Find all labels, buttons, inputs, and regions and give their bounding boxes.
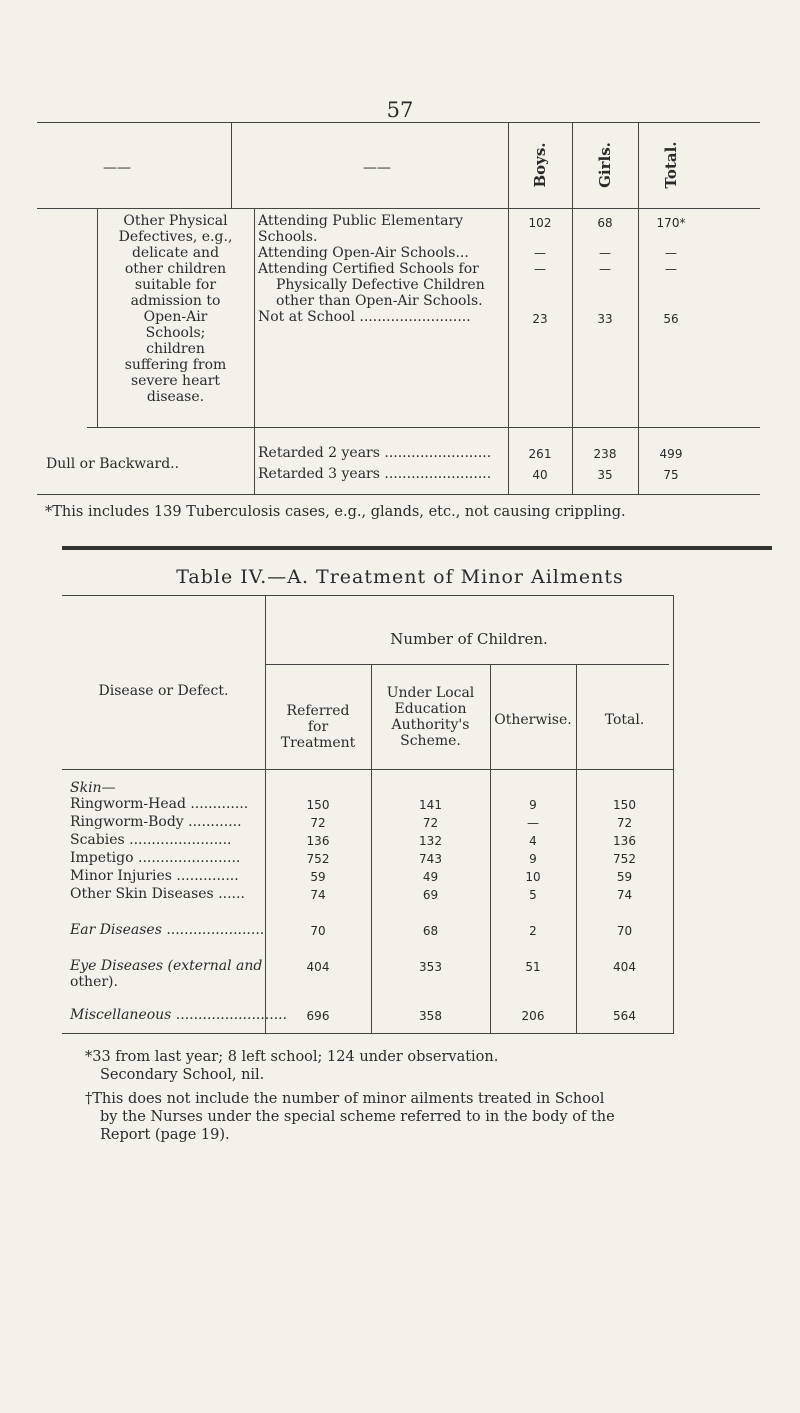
boys-value: 23 <box>532 312 548 326</box>
label-line: Open-Air <box>143 309 208 325</box>
label-line: Schools; <box>145 325 206 341</box>
boys-value: 102 <box>528 216 552 230</box>
table-rule <box>638 122 639 494</box>
under-scheme-value: 353 <box>419 960 442 974</box>
label-line: suffering from <box>124 357 227 373</box>
label-line: children <box>146 341 205 357</box>
under-scheme-value: 72 <box>422 816 439 830</box>
girls-value: 68 <box>597 216 613 230</box>
referred-value: 696 <box>306 1009 330 1023</box>
total-value: 404 <box>613 960 636 974</box>
under-scheme-value: 132 <box>419 834 442 848</box>
header-disease: Disease or Defect. <box>98 683 229 699</box>
header-dash: —— <box>363 160 391 176</box>
header-line: Under Local <box>386 685 475 701</box>
under-scheme-value: 69 <box>422 888 439 902</box>
table-rule <box>572 122 573 494</box>
label-line: Other Physical <box>123 213 228 229</box>
label-line: Attending Certified Schools for <box>258 261 479 277</box>
total-value: 752 <box>613 852 636 866</box>
referred-value: 752 <box>306 852 330 866</box>
otherwise-value: 51 <box>525 960 541 974</box>
total-value: 150 <box>613 798 636 812</box>
label-line: Physically Defective Children <box>276 277 485 293</box>
skin-heading: Skin— <box>70 780 116 796</box>
total-value: 70 <box>616 924 633 938</box>
row-label <box>258 261 506 309</box>
boys-value: — <box>534 262 546 276</box>
label-line: severe heart <box>130 373 221 389</box>
otherwise-value: 9 <box>529 798 537 812</box>
row-label-continued: other). <box>70 974 118 990</box>
bottom-note-4: by the Nurses under the special scheme referred to in the body of the <box>100 1109 615 1125</box>
row-label <box>258 245 506 261</box>
otherwise-value: 5 <box>529 888 537 902</box>
row-label: Other Skin Diseases ...... <box>70 886 245 902</box>
table-rule <box>37 122 760 123</box>
row-label: Ear Diseases ...................... <box>70 922 265 938</box>
referred-value: 404 <box>306 960 330 974</box>
total-value: — <box>665 246 677 260</box>
label-line: admission to <box>130 293 221 309</box>
total-value: 75 <box>663 468 679 482</box>
row-label: Ringworm-Head ............. <box>70 796 249 812</box>
girls-value: 238 <box>593 447 617 461</box>
section-divider <box>62 546 772 550</box>
table-iv-title: Table IV.—A. Treatment of Minor Ailments <box>176 566 624 588</box>
otherwise-value: 9 <box>529 852 537 866</box>
row-label <box>258 309 506 325</box>
referred-value: 136 <box>306 834 330 848</box>
group2-label: Dull or Backward.. <box>46 456 180 472</box>
header-girls: Girls. <box>596 142 614 188</box>
header-line: Scheme. <box>400 733 461 749</box>
table-rule <box>87 427 760 428</box>
table-rule <box>62 1033 674 1034</box>
row-label: Scabies ....................... <box>70 832 232 848</box>
page-number: 57 <box>386 98 414 122</box>
header-line: Treatment <box>280 735 356 751</box>
label-line: other than Open-Air Schools. <box>276 293 483 309</box>
referred-value: 59 <box>310 870 326 884</box>
header-total: Total. <box>604 712 645 728</box>
under-scheme-value: 743 <box>419 852 442 866</box>
bottom-note-1: *33 from last year; 8 left school; 124 under observation. <box>85 1049 499 1065</box>
row-label: Minor Injuries .............. <box>70 868 239 884</box>
under-scheme-value: 358 <box>419 1009 442 1023</box>
label-line: Attending Public Elementary <box>258 213 464 229</box>
boys-value: 261 <box>528 447 552 461</box>
header-total: Total. <box>662 141 680 189</box>
referred-value: 150 <box>306 798 330 812</box>
otherwise-value: 4 <box>529 834 537 848</box>
header-number-of-children: Number of Children. <box>390 630 548 648</box>
row-label <box>258 213 506 245</box>
girls-value: — <box>599 246 611 260</box>
total-value: 499 <box>659 447 683 461</box>
under-scheme-value: 49 <box>422 870 439 884</box>
table-rule <box>62 595 674 596</box>
referred-value: 70 <box>310 924 326 938</box>
otherwise-value: 206 <box>521 1009 545 1023</box>
label-line: Not at School ......................... <box>258 309 471 325</box>
row-label: Eye Diseases (external and <box>70 958 263 974</box>
total-value: 56 <box>663 312 679 326</box>
table-rule <box>265 664 669 665</box>
otherwise-value: 2 <box>529 924 537 938</box>
row-label: Retarded 3 years ........................ <box>258 466 492 482</box>
header-under-local-education <box>371 685 490 749</box>
otherwise-value: — <box>527 816 539 830</box>
header-line: Authority's <box>391 717 470 733</box>
referred-value: 72 <box>310 816 326 830</box>
header-otherwise: Otherwise. <box>494 712 572 728</box>
label-line: Defectives, e.g., <box>118 229 233 245</box>
total-value: — <box>665 262 677 276</box>
total-value: 74 <box>616 888 633 902</box>
table-rule <box>508 122 509 494</box>
header-line: for <box>307 719 329 735</box>
header-line: Education <box>394 701 467 717</box>
row-label: Miscellaneous ......................... <box>70 1007 288 1023</box>
bottom-note-5: Report (page 19). <box>100 1127 230 1143</box>
girls-value: 35 <box>597 468 613 482</box>
header-line: Referred <box>286 703 350 719</box>
total-value: 170* <box>656 216 686 230</box>
group1-label <box>97 213 254 405</box>
row-label: Impetigo ....................... <box>70 850 241 866</box>
label-line: suitable for <box>134 277 217 293</box>
table-rule <box>62 769 674 770</box>
label-line: delicate and <box>131 245 220 261</box>
table-rule <box>254 208 255 494</box>
otherwise-value: 10 <box>525 870 541 884</box>
under-scheme-value: 141 <box>419 798 442 812</box>
girls-value: 33 <box>597 312 613 326</box>
table-rule <box>37 208 760 209</box>
row-label: Ringworm-Body ............ <box>70 814 242 830</box>
referred-value: 74 <box>310 888 326 902</box>
label-line: Attending Open-Air Schools... <box>258 245 469 261</box>
bottom-note-2: Secondary School, nil. <box>100 1067 265 1083</box>
label-line: other children <box>124 261 227 277</box>
boys-value: 40 <box>532 468 548 482</box>
table-rule <box>37 494 760 495</box>
tuberculosis-footnote: *This includes 139 Tuberculosis cases, e.g., glands, etc., not causing crippling. <box>45 504 626 520</box>
under-scheme-value: 68 <box>422 924 439 938</box>
table-rule <box>673 595 674 1033</box>
total-value: 72 <box>616 816 633 830</box>
total-value: 136 <box>613 834 636 848</box>
minor-ailments-table <box>62 595 674 1023</box>
row-label: Retarded 2 years ........................ <box>258 445 492 461</box>
header-dash: —— <box>103 160 131 176</box>
table-rule <box>231 122 232 208</box>
boys-value: — <box>534 246 546 260</box>
label-line: Schools. <box>258 229 318 245</box>
label-line: disease. <box>146 389 205 405</box>
bottom-note-3: †This does not include the number of minor ailments treated in School <box>85 1091 605 1107</box>
girls-value: — <box>599 262 611 276</box>
total-value: 564 <box>613 1009 636 1023</box>
total-value: 59 <box>616 870 633 884</box>
header-referred <box>265 703 371 751</box>
header-boys: Boys. <box>531 142 549 188</box>
physical-defectives-table <box>37 122 760 495</box>
